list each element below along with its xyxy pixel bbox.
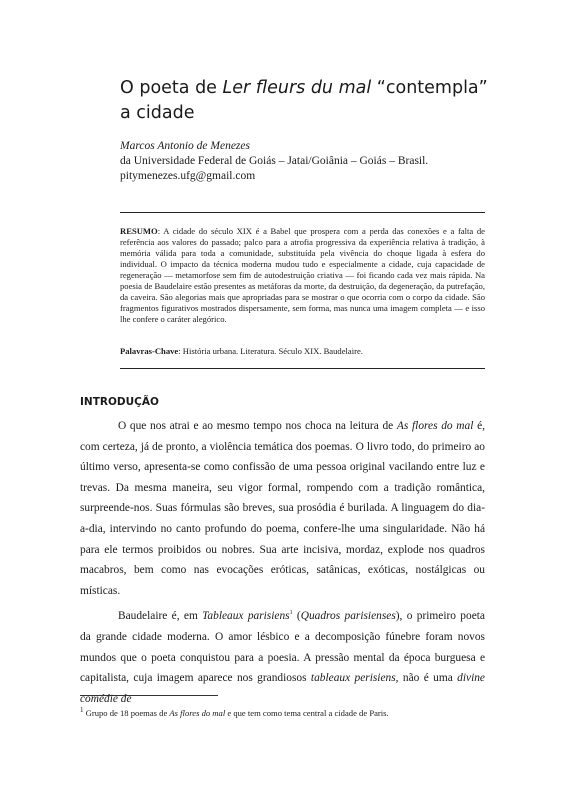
abstract-top-rule	[120, 212, 485, 213]
abstract-label: RESUMO	[120, 226, 158, 236]
title-text-2: “contempla” a cidade	[120, 78, 488, 123]
author-block	[120, 139, 500, 184]
author-name: Marcos Antonio de Menezes	[120, 140, 250, 152]
p2-text-1: Baudelaire é, em	[118, 610, 203, 623]
p2-work-title: Tableaux parisiens	[202, 610, 290, 623]
paragraph-1	[80, 416, 485, 601]
footnote-text-1: Grupo de 18 poemas de	[83, 708, 170, 718]
p2-text-3: ), o primeiro poeta da grande cidade moderna. O amor lésbico e a decomposição fúnebre foram novos mundos que o poeta conquistou para a poesia. A pressão mental da época burguesa e capitalista, cuja imagem aparece nos grandiosos	[80, 610, 485, 685]
abstract-bottom-rule	[120, 368, 485, 369]
abstract-text: : A cidade do século XIX é a Babel que prospera com a perda das conexões e a falta de referência aos valores do passado; palco para a atrofia progressiva da experiência relativa à tradição, à memória válida para toda a comunidade, substituída pela vivência do choque ligada à esfera do individual. O impacto da técnica moderna mudou tudo e especialmente a cidade, cuja capacidade de regeneração — metamorfose sem fim de autodestruição criativa — foi ficando cada vez mais rápida. Na poesia de Baudelaire estão presentes as metáforas da morte, da destruição, da degeneração, da putrefação, da caveira. São alegorias mais que apropriadas para se mostrar o que ocorria com o corpo da cidade. São fragmentos figurativos mostrados dispersamente, sem forma, mas nunca uma imagem completa — e isso lhe confere o caráter alegórico.	[120, 226, 485, 324]
p2-term-1: tableaux perisiens	[310, 672, 396, 685]
p2-work-translation: Quadros parisienses	[300, 610, 396, 623]
footnote-rule	[80, 695, 218, 696]
author-affiliation: da Universidade Federal de Goiás – Jatai/Goiânia – Goiás – Brasil.	[120, 155, 429, 167]
keywords-text: : História urbana. Literatura. Século XIX. Baudelaire.	[178, 346, 363, 356]
author-email: pitymenezes.ufg@gmail.com	[120, 170, 256, 182]
keywords-label: Palavras-Chave	[120, 346, 179, 356]
footnote	[80, 708, 500, 719]
p1-text-2: é, com certeza, já de pronto, a violência temática dos poemas. O livro todo, do primeiro ao último verso, apresenta-se como confissão de uma pessoa original vacilando entre luz e trevas. Da mesma maneira, seu vigor formal, rompendo com a tradição romântica, surpreende-nos. Suas fórmulas são breves, sua prosódia é burilada. A linguagem do dia-a-dia, intervindo no canto profundo do poema, confere-lhe uma singularidade. Não há para ele termos proibidos ou nobres. Sua arte incisiva, mordaz, explode nos quadros macabros, bem como nas evocações eróticas, satânicas, exóticas, nostálgicas ou místicas.	[80, 420, 485, 597]
footnote-ref[interactable]: 1	[289, 610, 293, 617]
footnote-mark: 1	[80, 706, 84, 715]
abstract	[120, 226, 485, 325]
footnote-text-2: e que tem como tema central a cidade de Paris.	[225, 708, 389, 718]
footnote-book-title: As flores do mal	[169, 708, 226, 718]
p2-text-4: , não é uma	[395, 672, 458, 685]
p1-text-1: O que nos atrai e ao mesmo tempo nos choca na leitura de	[118, 420, 397, 432]
paragraph-2	[80, 606, 485, 709]
paper-title	[120, 76, 500, 126]
title-book-name: Ler fleurs du mal	[222, 78, 372, 98]
title-text-1: O poeta de	[120, 78, 223, 98]
section-heading: INTRODUÇÃO	[80, 396, 159, 408]
p2-term-2: divine comédie de	[80, 672, 485, 705]
body-text	[80, 416, 485, 714]
keywords	[120, 346, 485, 357]
p2-text-2: (	[292, 610, 301, 623]
p1-book-title: As flores do mal	[396, 420, 474, 432]
